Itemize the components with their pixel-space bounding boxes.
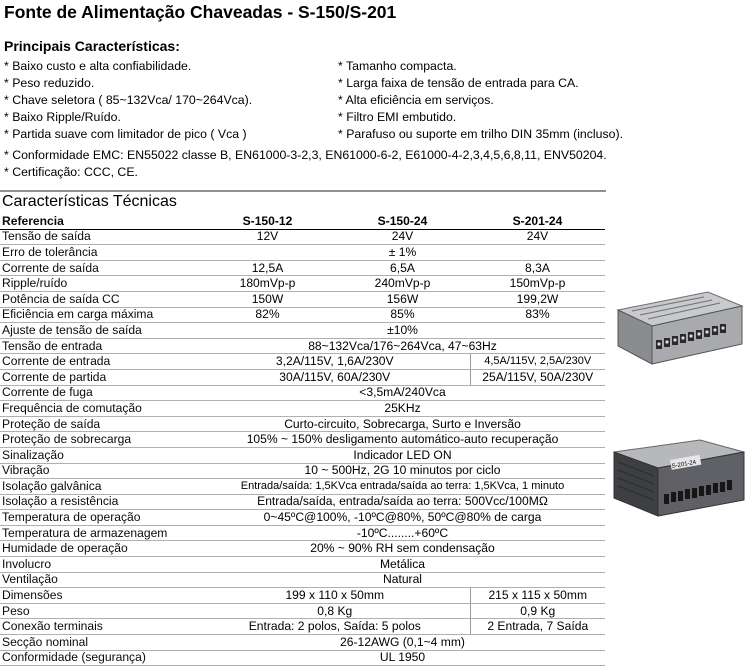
table-row: [0, 338, 605, 354]
row-label: Humidade de operação: [0, 541, 200, 557]
row-label: Erro de tolerância: [0, 245, 200, 261]
cell-value: 82%: [200, 307, 335, 323]
table-row: [0, 385, 605, 401]
cell-value: -10ºC........+60ºC: [200, 525, 605, 541]
table-row: [0, 401, 605, 417]
cell-value: ± 1%: [200, 245, 605, 261]
feature-item: * Peso reduzido.: [4, 76, 95, 90]
cell-value: 199 x 110 x 50mm: [200, 588, 470, 604]
power-supply-s-150-photo: [612, 290, 746, 370]
row-label: Dimensões: [0, 588, 200, 604]
cell-value: UL 1950: [200, 650, 605, 666]
cell-value: 8,3A: [470, 260, 605, 276]
table-row: [0, 307, 605, 323]
cell-value: Entrada/saída: 1,5KVca entrada/saída ao terra: 1,5KVca, 1 minuto: [200, 479, 605, 495]
cell-value: <3,5mA/240Vca: [200, 385, 605, 401]
cell-value: Entrada: 2 polos, Saída: 5 polos: [200, 619, 470, 635]
table-row: [0, 494, 605, 510]
row-label: Vibração: [0, 463, 200, 479]
table-row: [0, 463, 605, 479]
row-label: Ripple/ruído: [0, 276, 200, 292]
table-row: [0, 416, 605, 432]
cell-value: 6,5A: [335, 260, 470, 276]
page-title: Fonte de Alimentação Chaveadas - S-150/S-201: [4, 2, 397, 22]
cell-value: 24V: [470, 229, 605, 245]
table-row: [0, 245, 605, 261]
row-label: Corrente de saída: [0, 260, 200, 276]
table-row: [0, 510, 605, 526]
row-label: Involucro: [0, 557, 200, 573]
cell-value: Indicador LED ON: [200, 447, 605, 463]
cell-value: 10 ~ 500Hz, 2G 10 minutos por ciclo: [200, 463, 605, 479]
cell-value: Entrada/saída, entrada/saída ao terra: 500Vcc/100MΩ: [200, 494, 605, 510]
row-label: Isolação galvânica: [0, 479, 200, 495]
cell-value: 150W: [200, 291, 335, 307]
feature-item: * Tamanho compacta.: [338, 59, 457, 73]
cell-value: 2 Entrada, 7 Saída: [470, 619, 605, 635]
row-label: Ajuste de tensão de saída: [0, 323, 200, 339]
cell-value: 150mVp-p: [470, 276, 605, 292]
cell-value: 215 x 115 x 50mm: [470, 588, 605, 604]
cell-value: 20% ~ 90% RH sem condensação: [200, 541, 605, 557]
table-row: [0, 635, 605, 651]
table-row: [0, 354, 605, 370]
cell-value: 25A/115V, 50A/230V: [470, 369, 605, 385]
row-label: Potência de saída CC: [0, 291, 200, 307]
feature-item: * Partida suave com limitador de pico ( Vca ): [4, 127, 247, 141]
feature-item: * Baixo Ripple/Ruído.: [4, 110, 121, 124]
header-model: S-201-24: [470, 214, 605, 229]
cell-value: 88~132Vca/176~264Vca, 47~63Hz: [200, 338, 605, 354]
header-model: S-150-24: [335, 214, 470, 229]
cell-value: Metálica: [200, 557, 605, 573]
table-row: [0, 291, 605, 307]
spec-heading: Características Técnicas: [2, 193, 177, 210]
features-heading: Principais Características:: [4, 38, 180, 54]
cell-value: 240mVp-p: [335, 276, 470, 292]
table-row: [0, 619, 605, 635]
table-row: [0, 369, 605, 385]
row-label: Frequência de comutação: [0, 401, 200, 417]
row-label: Secção nominal: [0, 635, 200, 651]
cell-value: 4,5A/115V, 2,5A/230V: [470, 354, 605, 370]
row-label: Tensão de saída: [0, 229, 200, 245]
row-label: Tensão de entrada: [0, 338, 200, 354]
cell-value: 199,2W: [470, 291, 605, 307]
cell-value: 25KHz: [200, 401, 605, 417]
row-label: Corrente de entrada: [0, 354, 200, 370]
cell-value: 180mVp-p: [200, 276, 335, 292]
table-row: [0, 541, 605, 557]
feature-item: * Filtro EMI embutido.: [338, 110, 457, 124]
table-row: [0, 276, 605, 292]
table-row: [0, 323, 605, 339]
cell-value: 3,2A/115V, 1,6A/230V: [200, 354, 470, 370]
table-row: [0, 588, 605, 604]
table-row: [0, 650, 605, 666]
header-label: Referencia: [0, 214, 200, 229]
cell-value: 83%: [470, 307, 605, 323]
cell-value: 105% ~ 150% desligamento automático-auto recuperação: [200, 432, 605, 448]
row-label: Temperatura de operação: [0, 510, 200, 526]
psu2-label: S-201-24: [671, 459, 697, 470]
row-label: Peso: [0, 603, 200, 619]
cell-value: 24V: [335, 229, 470, 245]
table-row: [0, 525, 605, 541]
cell-value: 0,8 Kg: [200, 603, 470, 619]
row-label: Proteção de sobrecarga: [0, 432, 200, 448]
row-label: Corrente de partida: [0, 369, 200, 385]
row-label: Corrente de fuga: [0, 385, 200, 401]
row-label: Proteção de saída: [0, 416, 200, 432]
header-model: S-150-12: [200, 214, 335, 229]
table-row: [0, 229, 605, 245]
cell-value: Curto-circuito, Sobrecarga, Surto e Inversão: [200, 416, 605, 432]
cell-value: 0~45ºC@100%, -10ºC@80%, 50ºC@80% de carga: [200, 510, 605, 526]
spec-table: [0, 214, 605, 666]
table-row: [0, 572, 605, 588]
row-label: Eficiência em carga máxima: [0, 307, 200, 323]
feature-item: * Conformidade EMC: EN55022 classe B, EN61000-3-2,3, EN61000-6-2, E61000-4-2,3,4,5,6,8,11, ENV50204.: [4, 148, 607, 162]
table-row: [0, 557, 605, 573]
cell-value: 156W: [335, 291, 470, 307]
cell-value: 12V: [200, 229, 335, 245]
feature-item: * Certificação: CCC, CE.: [4, 165, 138, 179]
power-supply-s-201-photo: [610, 438, 748, 520]
row-label: Ventilação: [0, 572, 200, 588]
feature-item: * Chave seletora ( 85~132Vca/ 170~264Vca).: [4, 93, 253, 107]
cell-value: 12,5A: [200, 260, 335, 276]
table-header-row: [0, 214, 605, 229]
cell-value: 26-12AWG (0,1~4 mm): [200, 635, 605, 651]
table-row: [0, 432, 605, 448]
table-row: [0, 603, 605, 619]
table-row: [0, 479, 605, 495]
cell-value: Natural: [200, 572, 605, 588]
row-label: Temperatura de armazenagem: [0, 525, 200, 541]
row-label: Conformidade (segurança): [0, 650, 200, 666]
feature-item: * Larga faixa de tensão de entrada para CA.: [338, 76, 579, 90]
feature-item: * Parafuso ou suporte em trilho DIN 35mm (incluso).: [338, 127, 623, 141]
cell-value: 0,9 Kg: [470, 603, 605, 619]
row-label: Conexão terminais: [0, 619, 200, 635]
feature-item: * Baixo custo e alta confiabilidade.: [4, 59, 192, 73]
table-row: [0, 260, 605, 276]
row-label: Sinalização: [0, 447, 200, 463]
table-row: [0, 447, 605, 463]
cell-value: 85%: [335, 307, 470, 323]
cell-value: ±10%: [200, 323, 605, 339]
cell-value: 30A/115V, 60A/230V: [200, 369, 470, 385]
row-label: Isolação a resistência: [0, 494, 200, 510]
section-divider: [0, 190, 606, 192]
feature-item: * Alta eficiência em serviços.: [338, 93, 494, 107]
